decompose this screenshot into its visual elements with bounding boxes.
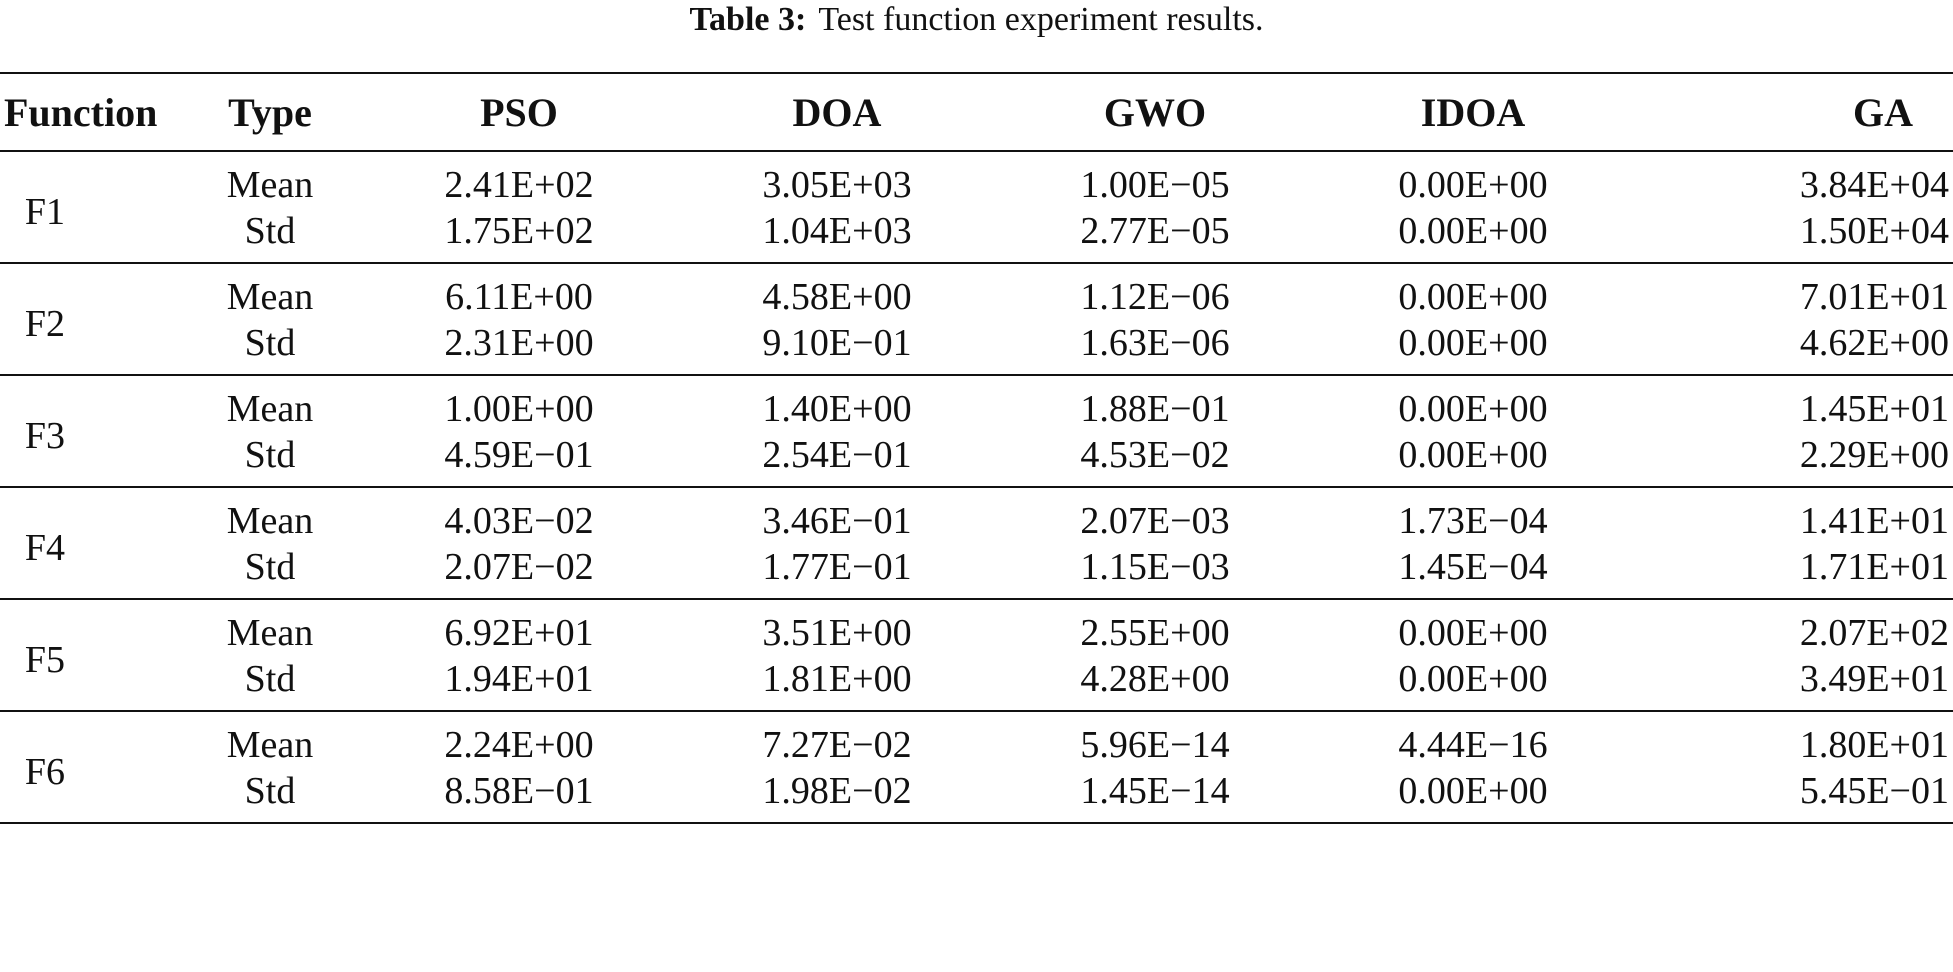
table-row	[0, 320, 1953, 375]
value-cell: 0.00E+00	[1398, 658, 1548, 700]
value-cell: 0.00E+00	[1398, 210, 1548, 252]
value-cell: 3.51E+00	[762, 612, 912, 654]
caption-label: Table 3:	[689, 1, 807, 38]
value-cell: 4.58E+00	[762, 276, 912, 318]
function-cell: F3	[24, 415, 66, 457]
value-cell: 3.84E+04	[1799, 164, 1949, 206]
header-cell: DOA	[792, 89, 882, 135]
value-cell: 6.92E+01	[444, 612, 594, 654]
function-cell: F6	[24, 751, 66, 793]
header-cell: Function	[4, 89, 158, 135]
table-row	[0, 544, 1953, 599]
value-cell: 1.71E+01	[1799, 546, 1949, 588]
type-cell: Mean	[226, 276, 314, 318]
value-cell: 2.29E+00	[1799, 434, 1949, 476]
header-cell: IDOA	[1420, 89, 1526, 135]
value-cell: 6.11E+00	[445, 276, 593, 318]
table-row	[0, 768, 1953, 823]
type-cell: Std	[244, 322, 296, 364]
type-cell: Std	[244, 770, 296, 812]
value-cell: 2.24E+00	[444, 724, 594, 766]
value-cell: 5.45E−01	[1799, 770, 1949, 812]
value-cell: 2.07E−03	[1080, 500, 1230, 542]
value-cell: 5.96E−14	[1080, 724, 1230, 766]
value-cell: 1.75E+02	[444, 210, 594, 252]
value-cell: 2.77E−05	[1080, 210, 1230, 252]
value-cell: 9.10E−01	[762, 322, 912, 364]
value-cell: 2.07E−02	[444, 546, 594, 588]
value-cell: 2.41E+02	[444, 164, 594, 206]
table-row	[0, 487, 1953, 544]
value-cell: 0.00E+00	[1398, 164, 1548, 206]
table-row	[0, 711, 1953, 768]
value-cell: 0.00E+00	[1398, 276, 1548, 318]
value-cell: 1.50E+04	[1799, 210, 1949, 252]
value-cell: 1.77E−01	[762, 546, 912, 588]
value-cell: 1.63E−06	[1080, 322, 1230, 364]
value-cell: 0.00E+00	[1398, 434, 1548, 476]
function-cell: F4	[24, 527, 66, 569]
value-cell: 0.00E+00	[1398, 612, 1548, 654]
value-cell: 1.45E−14	[1080, 770, 1230, 812]
header-row	[0, 73, 1953, 151]
value-cell: 1.81E+00	[762, 658, 912, 700]
value-cell: 1.15E−03	[1080, 546, 1230, 588]
type-cell: Mean	[226, 500, 314, 542]
type-cell: Std	[244, 434, 296, 476]
value-cell: 1.04E+03	[762, 210, 912, 252]
value-cell: 3.46E−01	[762, 500, 912, 542]
table-caption	[0, 0, 1953, 44]
value-cell: 8.58E−01	[444, 770, 594, 812]
value-cell: 4.28E+00	[1080, 658, 1230, 700]
value-cell: 1.41E+01	[1799, 500, 1949, 542]
value-cell: 2.55E+00	[1080, 612, 1230, 654]
value-cell: 4.62E+00	[1799, 322, 1949, 364]
value-cell: 7.01E+01	[1799, 276, 1949, 318]
value-cell: 4.59E−01	[444, 434, 594, 476]
function-cell: F2	[24, 303, 66, 345]
value-cell: 1.88E−01	[1080, 388, 1230, 430]
table-row	[0, 208, 1953, 263]
type-cell: Mean	[226, 388, 314, 430]
table-row	[0, 375, 1953, 432]
table-row	[0, 151, 1953, 208]
header-cell: GA	[1853, 89, 1913, 135]
header-cell: PSO	[480, 89, 558, 135]
value-cell: 1.45E+01	[1799, 388, 1949, 430]
value-cell: 4.03E−02	[444, 500, 594, 542]
type-cell: Std	[244, 546, 296, 588]
type-cell: Mean	[226, 724, 314, 766]
table-row	[0, 432, 1953, 487]
value-cell: 2.31E+00	[444, 322, 594, 364]
value-cell: 2.07E+02	[1799, 612, 1949, 654]
value-cell: 4.53E−02	[1080, 434, 1230, 476]
value-cell: 1.73E−04	[1398, 500, 1548, 542]
value-cell: 0.00E+00	[1398, 388, 1548, 430]
value-cell: 1.80E+01	[1799, 724, 1949, 766]
type-cell: Std	[244, 658, 296, 700]
table-row	[0, 656, 1953, 711]
results-table-container	[0, 72, 1953, 824]
function-cell: F5	[24, 639, 66, 681]
value-cell: 0.00E+00	[1398, 322, 1548, 364]
value-cell: 1.94E+01	[444, 658, 594, 700]
value-cell: 0.00E+00	[1398, 770, 1548, 812]
value-cell: 4.44E−16	[1398, 724, 1548, 766]
type-cell: Std	[244, 210, 296, 252]
type-cell: Mean	[226, 164, 314, 206]
value-cell: 3.49E+01	[1799, 658, 1949, 700]
table-body	[0, 151, 1953, 823]
type-cell: Mean	[226, 612, 314, 654]
function-cell: F1	[24, 191, 66, 233]
value-cell: 1.98E−02	[762, 770, 912, 812]
value-cell: 1.45E−04	[1398, 546, 1548, 588]
value-cell: 7.27E−02	[762, 724, 912, 766]
value-cell: 1.40E+00	[762, 388, 912, 430]
value-cell: 1.00E−05	[1080, 164, 1230, 206]
value-cell: 3.05E+03	[762, 164, 912, 206]
table-row	[0, 263, 1953, 320]
caption-text: Test function experiment results.	[818, 1, 1264, 38]
table-row	[0, 599, 1953, 656]
value-cell: 2.54E−01	[762, 434, 912, 476]
header-cell: Type	[228, 89, 312, 135]
value-cell: 1.00E+00	[444, 388, 594, 430]
header-cell: GWO	[1103, 89, 1207, 135]
value-cell: 1.12E−06	[1080, 276, 1230, 318]
results-table	[0, 72, 1953, 824]
